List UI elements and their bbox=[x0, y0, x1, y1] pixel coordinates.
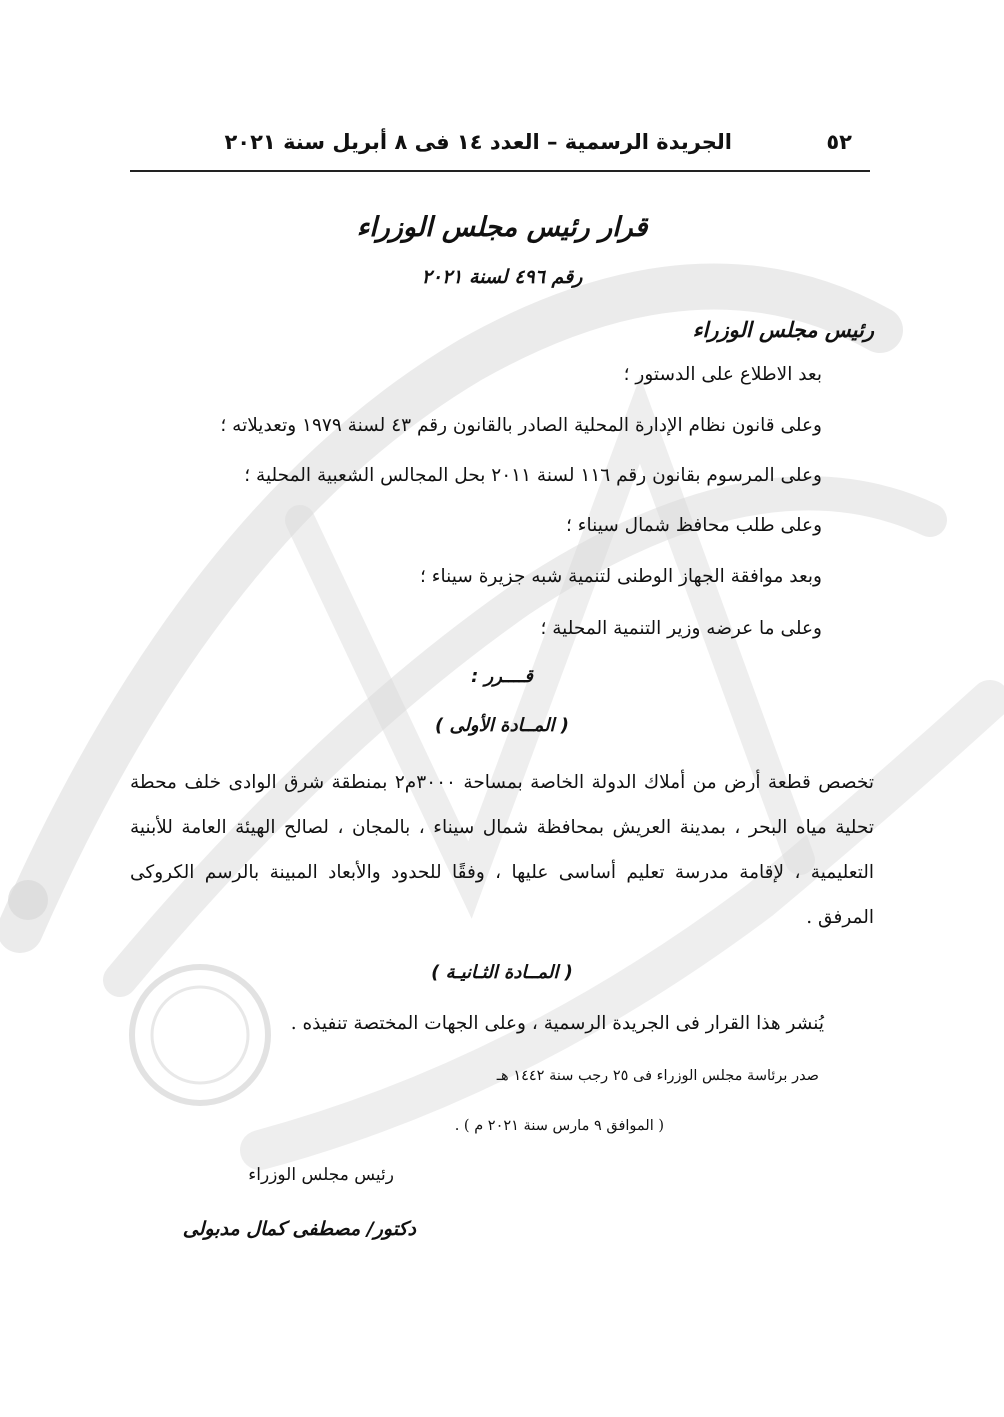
signatory-title: رئيس مجلس الوزراء bbox=[248, 1165, 394, 1185]
article-two-text: يُنشر هذا القرار فى الجريدة الرسمية ، وعلى الجهات المختصة تنفيذه . bbox=[290, 1013, 824, 1034]
signatory-name: دكتور/ مصطفى كمال مدبولى bbox=[182, 1218, 416, 1240]
preamble-line-1: بعد الاطلاع على الدستور ؛ bbox=[623, 364, 822, 385]
issuer-heading: رئيس مجلس الوزراء bbox=[692, 318, 874, 342]
gazette-issue-title: الجريدة الرسمية – العدد ١٤ فى ٨ أبريل سنة ٢٠٢١ bbox=[224, 130, 732, 154]
decree-number: رقم ٤٩٦ لسنة ٢٠٢١ bbox=[421, 266, 583, 288]
article-two-heading: ( المــادة الثـانيـة ) bbox=[431, 962, 573, 983]
preamble-line-6: وعلى ما عرضه وزير التنمية المحلية ؛ bbox=[540, 618, 822, 639]
article-one-text: تخصص قطعة أرض من أملاك الدولة الخاصة بمساحة ٣٠٠٠م٢ بمنطقة شرق الوادى خلف محطة تحلية مياه البحر ، بمدينة العريش بمحافظة شمال سيناء ، بالمجان ، لصالح الهيئة العامة للأبنية التعليمية ، لإقامة مدرسة تعليم أساسى عليها ، وفقًا للحدود والأبعاد المبينة بالرسم الكروكى المرفق . bbox=[130, 772, 874, 928]
preamble-line-3: وعلى المرسوم بقانون رقم ١١٦ لسنة ٢٠١١ بحل المجالس الشعبية المحلية ؛ bbox=[244, 465, 822, 486]
decree-title: قرار رئيس مجلس الوزراء bbox=[356, 212, 648, 243]
preamble-line-5: وبعد موافقة الجهاز الوطنى لتنمية شبه جزيرة سيناء ؛ bbox=[420, 566, 822, 587]
page-header bbox=[130, 128, 870, 172]
article-one-heading: ( المــادة الأولى ) bbox=[434, 715, 570, 736]
page-number: ٥٢ bbox=[826, 130, 852, 154]
issued-date-gregorian: ( الموافق ٩ مارس سنة ٢٠٢١ م ) . bbox=[454, 1118, 664, 1134]
preamble-line-2: وعلى قانون نظام الإدارة المحلية الصادر بالقانون رقم ٤٣ لسنة ١٩٧٩ وتعديلاته ؛ bbox=[220, 415, 822, 436]
issued-date-hijri: صدر برئاسة مجلس الوزراء فى ٢٥ رجب سنة ١٤٤٢ هـ bbox=[496, 1068, 819, 1084]
decided-heading: قــــرر : bbox=[471, 666, 533, 687]
preamble-line-4: وعلى طلب محافظ شمال سيناء ؛ bbox=[566, 515, 822, 536]
